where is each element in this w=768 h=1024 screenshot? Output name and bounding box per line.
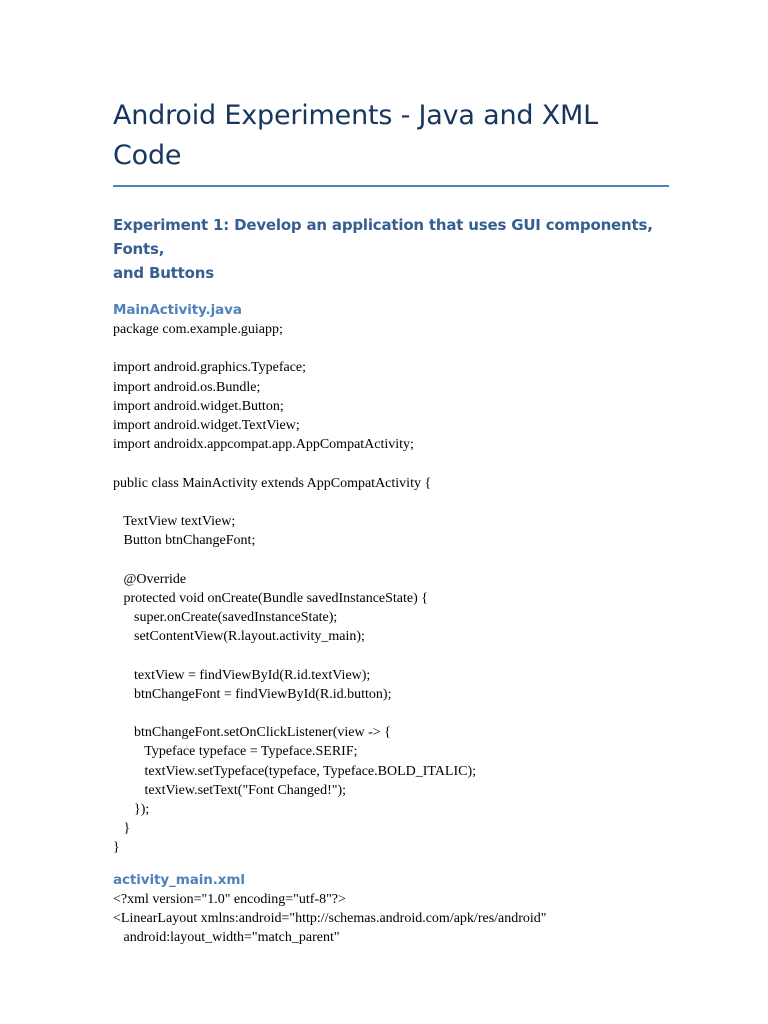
code-line: protected void onCreate(Bundle savedInstanceState) { [113,590,428,606]
code-line [113,646,656,665]
code-line: import android.widget.Button; [113,398,284,414]
code-line: setContentView(R.layout.activity_main); [113,629,365,645]
activity-main-xml-code-block [113,890,656,948]
code-line: @Override [113,571,187,587]
code-line: textView.setTypeface(typeface, Typeface.BOLD_ITALIC); [113,763,477,779]
code-line: btnChangeFont = findViewById(R.id.button); [113,686,392,702]
main-activity-code-block [113,320,656,858]
code-line [113,339,656,358]
code-line: super.onCreate(savedInstanceState); [113,609,338,625]
document-title [113,96,656,176]
code-line [113,550,656,569]
code-line [113,704,656,723]
code-line: import android.widget.TextView; [113,418,300,433]
code-line: textView.setText("Font Changed!"); [113,782,347,798]
title-underline [113,185,669,187]
code-line: } [113,821,131,837]
code-line: android:layout_width="match_parent" [113,930,340,945]
experiment-heading [113,213,656,285]
code-line: <LinearLayout xmlns:android="http://schemas.android.com/apk/res/android" [113,910,547,926]
code-line [113,454,656,473]
document-title-line-2: Code [113,140,182,171]
document-title-line-1: Android Experiments - Java and XML [113,100,598,131]
code-line: Typeface typeface = Typeface.SERIF; [113,744,358,760]
code-line: public class MainActivity extends AppCompatActivity { [113,475,432,491]
activity-main-xml-heading: activity_main.xml [113,871,245,888]
code-line: } [113,840,120,856]
code-line: Button btnChangeFont; [113,533,256,549]
code-line: import android.graphics.Typeface; [113,360,307,376]
code-line: btnChangeFont.setOnClickListener(view -> { [113,725,391,741]
experiment-heading-line-1: Experiment 1: Develop an application that uses GUI components, Fonts, [113,216,653,258]
code-line [113,493,656,512]
code-line: <?xml version="1.0" encoding="utf-8"?> [113,891,346,907]
code-line: import android.os.Bundle; [113,379,261,395]
code-line: TextView textView; [113,513,236,529]
code-line: textView = findViewById(R.id.textView); [113,667,371,683]
code-line: import androidx.appcompat.app.AppCompatActivity; [113,437,414,453]
code-line: }); [113,801,150,817]
code-line: package com.example.guiapp; [113,322,283,337]
main-activity-heading: MainActivity.java [113,302,242,318]
experiment-heading-line-2: and Buttons [113,264,214,282]
